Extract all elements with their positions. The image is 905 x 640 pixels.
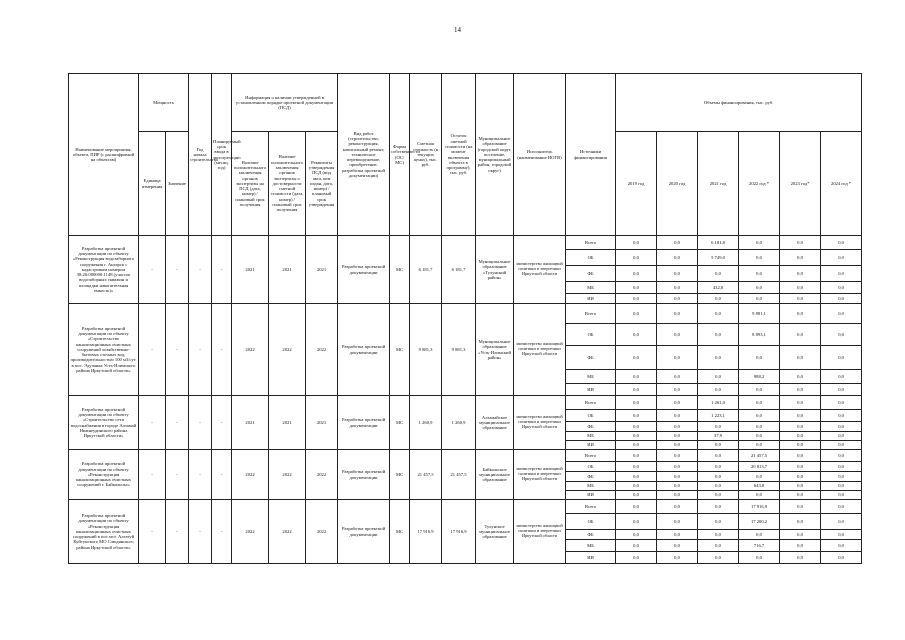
funding-source: ОБ [566, 514, 616, 530]
funding-value: 0,0 [780, 370, 821, 384]
header-name: Наименование мероприятия, объекта, ПИР (с расшифровкой на объектам) [69, 74, 139, 236]
funding-value: 0,0 [616, 441, 657, 450]
funding-value: 0,0 [739, 422, 780, 432]
header-psd-approval: Реквизиты утверждения ПСД (вид акта, кем издан, дата, номер) / плановый срок утверждения [306, 132, 338, 236]
funding-source: ОБ [566, 410, 616, 422]
header-municipality: Муниципальное образование (городской округ, поселение, муниципальный район, городской округ) [476, 74, 514, 236]
funding-value: 0,0 [616, 370, 657, 384]
page-number: 14 [454, 26, 461, 34]
funding-source: ИИ [566, 294, 616, 304]
funding-value: 0,0 [780, 236, 821, 250]
psd-estimate: 2022 [269, 500, 306, 564]
capacity-unit: - [139, 236, 166, 304]
funding-source: ФБ [566, 346, 616, 370]
funding-value: 0,0 [739, 294, 780, 304]
funding-value: 0,0 [657, 500, 698, 514]
funding-value: 0,0 [780, 324, 821, 346]
funding-value: 988,2 [739, 370, 780, 384]
table-body [69, 236, 862, 564]
work-type: Разработка проектной документации [338, 450, 390, 500]
psd-approval: 2021 [306, 236, 338, 304]
funding-value: 0,0 [657, 304, 698, 324]
funding-value: 0,0 [780, 304, 821, 324]
funding-value: 0,0 [739, 432, 780, 441]
funding-value: 0,0 [821, 370, 862, 384]
funding-value: 0,0 [739, 396, 780, 410]
header-year-2021: 2021 год [698, 132, 739, 236]
funding-value: 0,0 [821, 441, 862, 450]
funding-value: 0,0 [821, 294, 862, 304]
funding-value: 0,0 [657, 530, 698, 540]
funding-value: 0,0 [657, 282, 698, 294]
funding-source: Всего [566, 450, 616, 462]
planned-period: - [212, 396, 232, 450]
table-row [69, 450, 862, 462]
header-year-2023: 2023 год* [780, 132, 821, 236]
funding-value: 0,0 [739, 491, 780, 500]
psd-expertise: 2021 [232, 236, 269, 304]
psd-estimate: 2021 [269, 396, 306, 450]
work-type: Разработка проектной документации [338, 236, 390, 304]
funding-value: 0,0 [698, 482, 739, 491]
psd-expertise: 2022 [232, 304, 269, 396]
funding-value: 0,0 [657, 441, 698, 450]
remaining-cost: 1 260,9 [442, 396, 476, 450]
funding-value: 0,0 [780, 396, 821, 410]
funding-value: 0,0 [616, 472, 657, 482]
funding-value: 0,0 [780, 491, 821, 500]
header-planned-period: Планируемый срок ввода в эксплуатацию (месяц, год) [212, 74, 232, 236]
start-year: - [189, 396, 212, 450]
funding-value: 0,0 [616, 304, 657, 324]
funding-value: 0,0 [657, 266, 698, 282]
funding-value: 0,0 [657, 540, 698, 552]
funding-value: 1 261,0 [698, 396, 739, 410]
funding-value: 0,0 [657, 514, 698, 530]
header-funding-group: Объемы финансирования, тыс. руб. [616, 74, 862, 132]
funding-value: 0,0 [657, 422, 698, 432]
financing-table [68, 73, 862, 564]
funding-value: 17 200,2 [739, 514, 780, 530]
funding-value: 0,0 [616, 236, 657, 250]
funding-value: 0,0 [780, 450, 821, 462]
funding-value: 0,0 [780, 346, 821, 370]
funding-value: 0,0 [780, 482, 821, 491]
header-funding-source: Источники финансирования [566, 74, 616, 236]
ownership: МС [390, 236, 410, 304]
funding-value: 0,0 [657, 410, 698, 422]
funding-value: 0,0 [698, 500, 739, 514]
executor: министерство жилищной политики и энергетики Иркутской области [514, 500, 566, 564]
funding-source: ИИ [566, 491, 616, 500]
capacity-value: - [166, 396, 189, 450]
funding-source: Всего [566, 304, 616, 324]
psd-approval: 2022 [306, 500, 338, 564]
funding-value: 0,0 [821, 422, 862, 432]
funding-value: 0,0 [739, 530, 780, 540]
funding-value: 0,0 [821, 540, 862, 552]
header-psd-group: Информация о наличии утвержденной в установленном порядке проектной документации (ПСД) [232, 74, 338, 132]
header-capacity-unit: Единица измерения [139, 132, 166, 236]
estimate-cost: 6 181,7 [410, 236, 442, 304]
funding-value: 0,0 [739, 552, 780, 564]
estimate-cost: 9 881,3 [410, 304, 442, 396]
capacity-value: - [166, 236, 189, 304]
table-row [69, 500, 862, 514]
funding-value: 0,0 [698, 324, 739, 346]
funding-value: 0,0 [821, 491, 862, 500]
table-row [69, 396, 862, 410]
funding-source: ИИ [566, 384, 616, 396]
funding-value: 0,0 [616, 422, 657, 432]
funding-value: 0,0 [698, 552, 739, 564]
funding-value: 0,0 [821, 552, 862, 564]
funding-value: 0,0 [616, 552, 657, 564]
project-name: Разработка проектной документации по объекту «Строительство сети водоснабжения в городе Алзамай Нижнеудинского района Иркутской области» [69, 396, 139, 450]
funding-value: 0,0 [780, 266, 821, 282]
work-type: Разработка проектной документации [338, 304, 390, 396]
municipality: Байкальское муниципальное образование [476, 450, 514, 500]
header-year-2020: 2020 год [657, 132, 698, 236]
funding-value: 0,0 [821, 462, 862, 472]
municipality: Тулунское муниципальное образование [476, 500, 514, 564]
planned-period: - [212, 500, 232, 564]
planned-period: - [212, 236, 232, 304]
funding-source: ФБ [566, 422, 616, 432]
funding-value: 0,0 [821, 514, 862, 530]
funding-value: 643,8 [739, 482, 780, 491]
funding-value: 0,0 [821, 250, 862, 266]
funding-value: 5 749,0 [698, 250, 739, 266]
psd-estimate: 2022 [269, 450, 306, 500]
remaining-cost: 9 881,3 [442, 304, 476, 396]
funding-value: 0,0 [780, 552, 821, 564]
psd-expertise: 2021 [232, 396, 269, 450]
funding-source: ФБ [566, 472, 616, 482]
funding-value: 0,0 [657, 491, 698, 500]
funding-value: 0,0 [698, 540, 739, 552]
planned-period: - [212, 450, 232, 500]
capacity-unit: - [139, 304, 166, 396]
funding-value: 0,0 [821, 482, 862, 491]
funding-value: 0,0 [821, 432, 862, 441]
funding-value: 0,0 [780, 472, 821, 482]
funding-value: 0,0 [739, 266, 780, 282]
funding-value: 0,0 [698, 514, 739, 530]
start-year: - [189, 236, 212, 304]
estimate-cost: 21 457,5 [410, 450, 442, 500]
funding-value: 0,0 [657, 236, 698, 250]
funding-value: 0,0 [780, 432, 821, 441]
funding-value: 0,0 [616, 482, 657, 491]
funding-value: 0,0 [821, 500, 862, 514]
funding-value: 0,0 [698, 294, 739, 304]
psd-approval: 2021 [306, 396, 338, 450]
executor: министерство жилищной политики и энергетики Иркутской области [514, 304, 566, 396]
table-row [69, 236, 862, 250]
psd-approval: 2022 [306, 304, 338, 396]
header-capacity-group: Мощность [139, 74, 189, 132]
funding-source: ОБ [566, 250, 616, 266]
header-capacity-value: Значение [166, 132, 189, 236]
funding-value: 0,0 [698, 450, 739, 462]
funding-value: 0,0 [821, 346, 862, 370]
funding-value: 0,0 [657, 324, 698, 346]
start-year: - [189, 450, 212, 500]
funding-value: 0,0 [657, 396, 698, 410]
funding-value: 0,0 [616, 500, 657, 514]
funding-value: 37,9 [698, 432, 739, 441]
funding-value: 0,0 [821, 304, 862, 324]
funding-value: 0,0 [616, 346, 657, 370]
funding-source: ОБ [566, 324, 616, 346]
funding-value: 0,0 [616, 450, 657, 462]
funding-value: 0,0 [739, 410, 780, 422]
ownership: МС [390, 304, 410, 396]
funding-value: 0,0 [780, 384, 821, 396]
funding-value: 0,0 [616, 540, 657, 552]
funding-value: 0,0 [821, 530, 862, 540]
planned-period: - [212, 304, 232, 396]
funding-value: 6 181,8 [698, 236, 739, 250]
executor: министерство жилищной политики и энергетики Иркутской области [514, 236, 566, 304]
funding-value: 0,0 [739, 346, 780, 370]
funding-source: ОБ [566, 462, 616, 472]
funding-source: Всего [566, 500, 616, 514]
psd-approval: 2022 [306, 450, 338, 500]
funding-value: 0,0 [821, 282, 862, 294]
executor: министерство жилищной политики и энергетики Иркутской области [514, 396, 566, 450]
header-psd-estimate: Наличие положительного заключения органов экспертизы о достоверности сметной стоимости (дата, номер) / плановый срок получения [269, 132, 306, 236]
header-ownership: Форма собственности (ОС/МС) [390, 74, 410, 236]
funding-value: 0,0 [657, 482, 698, 491]
municipality: Алзамайское муниципальное образование [476, 396, 514, 450]
funding-value: 0,0 [698, 384, 739, 396]
funding-value: 0,0 [780, 530, 821, 540]
funding-value: 0,0 [821, 472, 862, 482]
funding-value: 716,7 [739, 540, 780, 552]
municipality: Муниципальное образование «Тулунский район» [476, 236, 514, 304]
funding-value: 0,0 [780, 441, 821, 450]
funding-value: 0,0 [616, 514, 657, 530]
funding-value: 0,0 [739, 282, 780, 294]
funding-value: 0,0 [616, 410, 657, 422]
table-row [69, 304, 862, 324]
work-type: Разработка проектной документации [338, 500, 390, 564]
funding-value: 0,0 [780, 514, 821, 530]
funding-value: 432,8 [698, 282, 739, 294]
funding-value: 0,0 [821, 384, 862, 396]
funding-value: 0,0 [616, 266, 657, 282]
header-year-2024: 2024 год * [821, 132, 862, 236]
ownership: МС [390, 500, 410, 564]
executor: министерство жилищной политики и энергетики Иркутской области [514, 450, 566, 500]
funding-value: 0,0 [780, 282, 821, 294]
funding-value: 0,0 [780, 540, 821, 552]
capacity-unit: - [139, 396, 166, 450]
funding-source: ИИ [566, 441, 616, 450]
funding-source: ИИ [566, 552, 616, 564]
funding-value: 0,0 [698, 266, 739, 282]
capacity-value: - [166, 304, 189, 396]
funding-source: МБ [566, 282, 616, 294]
funding-value: 0,0 [821, 396, 862, 410]
funding-source: Всего [566, 236, 616, 250]
funding-value: 0,0 [657, 294, 698, 304]
project-name: Разработка проектной документации по объекту «Строительство канализационных очистных сооружений хозяйственно-бытовых сточных вод, производительностью 100 м3/сут. в пос. Эдучанка Усть-Илимского района Иркутской области» [69, 304, 139, 396]
header-work-type: Вид работ (строительство, реконструкция, капитальный ремонт, техническое перевооружение, приобретение, разработка проектной документации) [338, 74, 390, 236]
funding-value: 0,0 [821, 410, 862, 422]
funding-value: 0,0 [780, 250, 821, 266]
start-year: - [189, 500, 212, 564]
funding-value: 0,0 [780, 462, 821, 472]
header-remaining-cost: Остаток сметной стоимости (на момент включения объекта в программу), тыс. руб. [442, 74, 476, 236]
project-name: Разработка проектной документации по объекту «Реконструкция водозаборного сооружения г. Ангарск с кадастровым номером 38:26:000000:1148 (участок водозаборных скважин и площадки накопительная емкость)» [69, 236, 139, 304]
funding-source: ФБ [566, 530, 616, 540]
funding-value: 0,0 [657, 370, 698, 384]
funding-value: 0,0 [657, 250, 698, 266]
remaining-cost: 6 181,7 [442, 236, 476, 304]
funding-value: 0,0 [616, 396, 657, 410]
funding-value: 0,0 [739, 384, 780, 396]
estimate-cost: 17 916,9 [410, 500, 442, 564]
psd-estimate: 2021 [269, 236, 306, 304]
funding-value: 0,0 [821, 450, 862, 462]
funding-value: 0,0 [780, 422, 821, 432]
funding-value: 17 916,9 [739, 500, 780, 514]
funding-value: 0,0 [616, 324, 657, 346]
funding-value: 0,0 [657, 384, 698, 396]
funding-value: 0,0 [616, 384, 657, 396]
funding-value: 0,0 [657, 450, 698, 462]
funding-source: МБ [566, 370, 616, 384]
funding-value: 0,0 [698, 441, 739, 450]
estimate-cost: 1 260,9 [410, 396, 442, 450]
psd-estimate: 2022 [269, 304, 306, 396]
funding-value: 0,0 [657, 346, 698, 370]
project-name: Разработка проектной документации по объекту «Реконструкция канализационных очистных сооружений г. Байкальска» [69, 450, 139, 500]
funding-value: 0,0 [780, 294, 821, 304]
header-year-2019: 2019 год [616, 132, 657, 236]
funding-value: 20 813,7 [739, 462, 780, 472]
funding-source: ФБ [566, 266, 616, 282]
header-psd-expertise: Наличие положительного заключения органов экспертизы на ПСД (дата, номер) / плановый срок получения [232, 132, 269, 236]
work-type: Разработка проектной документации [338, 396, 390, 450]
psd-expertise: 2022 [232, 500, 269, 564]
capacity-value: - [166, 450, 189, 500]
funding-value: 0,0 [616, 294, 657, 304]
funding-value: 0,0 [739, 441, 780, 450]
funding-value: 0,0 [698, 370, 739, 384]
funding-value: 8 893,1 [739, 324, 780, 346]
funding-value: 0,0 [698, 346, 739, 370]
funding-value: 0,0 [698, 491, 739, 500]
funding-value: 0,0 [739, 250, 780, 266]
funding-value: 0,0 [657, 552, 698, 564]
funding-value: 0,0 [739, 472, 780, 482]
funding-value: 9 881,1 [739, 304, 780, 324]
capacity-value: - [166, 500, 189, 564]
funding-value: 0,0 [821, 266, 862, 282]
funding-source: МБ [566, 432, 616, 441]
start-year: - [189, 304, 212, 396]
header-executor: Исполнитель (наименование ИОГВ) [514, 74, 566, 236]
funding-value: 0,0 [616, 250, 657, 266]
funding-value: 0,0 [698, 304, 739, 324]
funding-source: МБ [566, 540, 616, 552]
funding-value: 1 223,1 [698, 410, 739, 422]
funding-value: 0,0 [821, 236, 862, 250]
funding-value: 0,0 [616, 491, 657, 500]
funding-value: 0,0 [698, 530, 739, 540]
ownership: МС [390, 396, 410, 450]
funding-value: 0,0 [698, 462, 739, 472]
funding-value: 0,0 [657, 432, 698, 441]
header-start-year: Год начала строительства [189, 74, 212, 236]
funding-value: 0,0 [616, 282, 657, 294]
funding-value: 0,0 [698, 472, 739, 482]
funding-value: 0,0 [657, 462, 698, 472]
funding-value: 0,0 [698, 422, 739, 432]
funding-value: 0,0 [821, 324, 862, 346]
psd-expertise: 2022 [232, 450, 269, 500]
ownership: МС [390, 450, 410, 500]
funding-value: 0,0 [657, 472, 698, 482]
capacity-unit: - [139, 500, 166, 564]
remaining-cost: 17 916,9 [442, 500, 476, 564]
funding-value: 0,0 [616, 432, 657, 441]
funding-value: 0,0 [739, 236, 780, 250]
funding-value: 0,0 [616, 462, 657, 472]
funding-value: 0,0 [780, 410, 821, 422]
funding-source: МБ [566, 482, 616, 491]
municipality: Муниципальное образование «Усть-Илимский район» [476, 304, 514, 396]
remaining-cost: 21 457,5 [442, 450, 476, 500]
header-year-2022: 2022 год * [739, 132, 780, 236]
project-name: Разработка проектной документации по объекту «Реконструкция канализационных очистных сооружений в пос.мст. Алгатуй Куйтунского МО Слюдянского района Иркутской области» [69, 500, 139, 564]
funding-value: 0,0 [780, 500, 821, 514]
header-estimate-cost: Сметная стоимость (в текущих ценах), тыс. руб. [410, 74, 442, 236]
funding-value: 0,0 [616, 530, 657, 540]
funding-value: 21 457,5 [739, 450, 780, 462]
funding-source: Всего [566, 396, 616, 410]
capacity-unit: - [139, 450, 166, 500]
